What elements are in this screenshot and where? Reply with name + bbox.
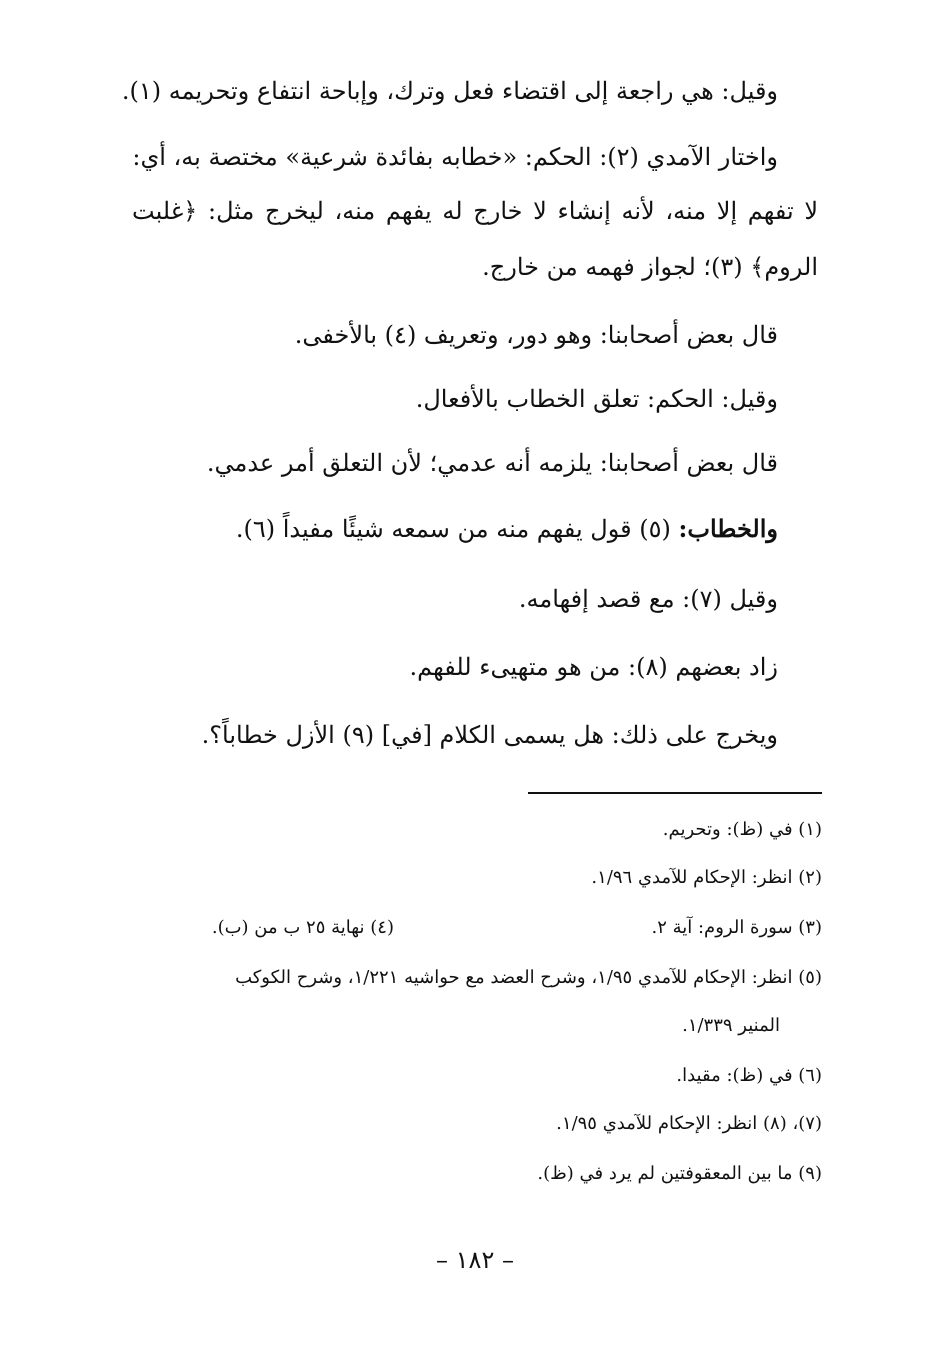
body-line-8-rest: (٥) قول يفهم منه من سمعه شيئًا مفيداً (٦). (235, 515, 679, 543)
footnote-5-line-2: المنير ١/٣٣٩. (682, 1015, 780, 1036)
body-line-11: ويخرج على ذلك: هل يسمى الكلام [في] (٩) الأزل خطاباً؟. (201, 721, 778, 749)
term-khitab: والخطاب: (678, 514, 778, 543)
footnote-2: (٢) انظر: الإحكام للآمدي ١/٩٦. (591, 867, 822, 888)
page-number: – ١٨٢ – (436, 1246, 514, 1274)
body-line-6: وقيل: الحكم: تعلق الخطاب بالأفعال. (415, 385, 778, 413)
body-line-8 (236, 512, 778, 546)
body-line-7: قال بعض أصحابنا: يلزمه أنه عدمي؛ لأن التعلق أمر عدمي. (206, 449, 778, 477)
footnote-5-line-1: (٥) انظر: الإحكام للآمدي ١/٩٥، وشرح العضد مع حواشيه ١/٢٢١، وشرح الكوكب (235, 967, 822, 988)
body-line-4: الروم﴾ (٣)؛ لجواز فهمه من خارج. (482, 253, 818, 281)
footnote-3: (٣) سورة الروم: آية ٢. (651, 917, 822, 938)
body-line-9: وقيل (٧): مع قصد إفهامه. (518, 585, 778, 613)
body-line-1: وقيل: هي راجعة إلى اقتضاء فعل وترك، وإباحة انتفاع وتحريمه (١). (121, 77, 778, 105)
footnote-1: (١) في (ظ): وتحريم. (662, 819, 822, 840)
body-line-5: قال بعض أصحابنا: وهو دور، وتعريف (٤) بالأخفى. (294, 321, 778, 349)
footnote-6: (٦) في (ظ): مقيدا. (676, 1065, 822, 1086)
footnote-7-8: (٧)، (٨) انظر: الإحكام للآمدي ١/٩٥. (556, 1113, 822, 1134)
footnote-9: (٩) ما بين المعقوفتين لم يرد في (ظ). (537, 1163, 822, 1184)
body-line-2: واختار الآمدي (٢): الحكم: «خطابه بفائدة شرعية» مختصة به، أي: (132, 143, 778, 171)
body-line-10: زاد بعضهم (٨): من هو متهيىء للفهم. (409, 653, 778, 681)
body-line-3: لا تفهم إلا منه، لأنه إنشاء لا خارج له يفهم منه، ليخرج مثل: ﴿غلبت (132, 197, 818, 225)
footnote-4: (٤) نهاية ٢٥ ب من (ب). (211, 917, 394, 938)
footnote-separator (528, 792, 822, 794)
